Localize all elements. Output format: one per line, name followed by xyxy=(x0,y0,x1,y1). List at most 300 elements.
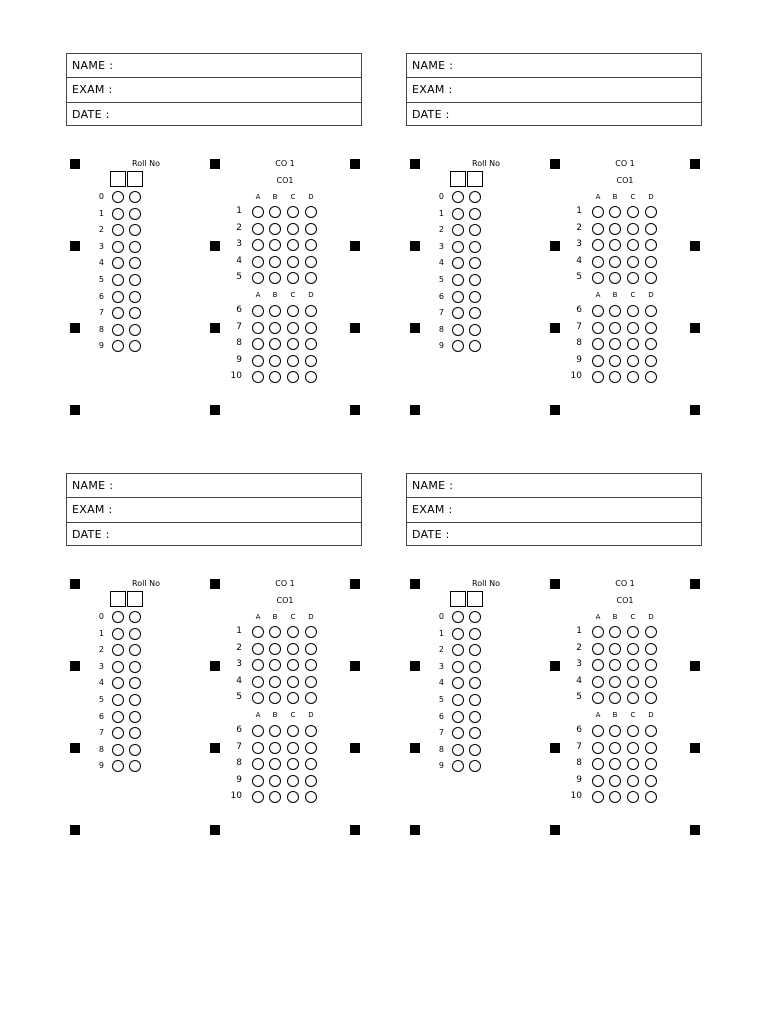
roll-bubble[interactable] xyxy=(112,208,124,220)
roll-row-number: 0 xyxy=(98,192,104,201)
roll-digit-box[interactable] xyxy=(450,591,466,607)
roll-bubble[interactable] xyxy=(469,324,481,336)
answer-bubble[interactable] xyxy=(287,775,299,787)
roll-row-number: 9 xyxy=(98,341,104,351)
answer-bubble[interactable] xyxy=(287,256,299,268)
registration-mark xyxy=(690,241,700,251)
answer-bubble[interactable] xyxy=(609,775,621,787)
roll-bubble[interactable] xyxy=(112,677,124,689)
answer-bubble[interactable] xyxy=(592,206,604,218)
roll-bubble[interactable] xyxy=(469,677,481,689)
answer-bubble[interactable] xyxy=(609,338,621,350)
answer-bubble[interactable] xyxy=(252,355,264,367)
roll-bubble[interactable] xyxy=(112,324,124,336)
answer-bubble[interactable] xyxy=(305,692,317,704)
answer-bubble[interactable] xyxy=(287,692,299,704)
answer-bubble[interactable] xyxy=(645,371,657,383)
name-field[interactable]: NAME : xyxy=(67,474,361,498)
answer-bubble[interactable] xyxy=(609,371,621,383)
answer-bubble[interactable] xyxy=(645,775,657,787)
answer-bubble[interactable] xyxy=(252,256,264,268)
answer-bubble[interactable] xyxy=(592,272,604,284)
exam-field[interactable]: EXAM : xyxy=(67,78,361,102)
roll-bubble[interactable] xyxy=(129,241,141,253)
answer-bubble[interactable] xyxy=(592,371,604,383)
date-field[interactable]: DATE : xyxy=(72,107,110,121)
answer-bubble[interactable] xyxy=(627,659,639,671)
answer-bubble[interactable] xyxy=(609,272,621,284)
option-letter: C xyxy=(290,291,296,299)
answer-bubble[interactable] xyxy=(645,676,657,688)
answer-bubble[interactable] xyxy=(287,206,299,218)
answer-bubble[interactable] xyxy=(592,758,604,770)
roll-bubble[interactable] xyxy=(452,760,464,772)
roll-bubble[interactable] xyxy=(129,727,141,739)
answer-bubble[interactable] xyxy=(269,256,281,268)
date-field[interactable]: DATE : xyxy=(412,527,450,541)
registration-mark xyxy=(690,743,700,753)
roll-bubble[interactable] xyxy=(129,324,141,336)
answer-bubble[interactable] xyxy=(287,676,299,688)
roll-bubble[interactable] xyxy=(129,274,141,286)
answer-bubble[interactable] xyxy=(305,791,317,803)
roll-bubble[interactable] xyxy=(129,744,141,756)
answer-bubble[interactable] xyxy=(592,239,604,251)
answer-bubble[interactable] xyxy=(287,659,299,671)
answer-bubble[interactable] xyxy=(269,692,281,704)
answer-bubble[interactable] xyxy=(592,338,604,350)
answer-bubble[interactable] xyxy=(609,742,621,754)
answer-bubble[interactable] xyxy=(269,355,281,367)
answer-bubble[interactable] xyxy=(592,223,604,235)
answer-bubble[interactable] xyxy=(269,338,281,350)
roll-bubble[interactable] xyxy=(129,224,141,236)
answer-bubble[interactable] xyxy=(269,272,281,284)
answer-bubble[interactable] xyxy=(287,322,299,334)
roll-bubble[interactable] xyxy=(469,241,481,253)
answer-bubble[interactable] xyxy=(609,791,621,803)
question-number: 1 xyxy=(236,206,242,216)
answer-bubble[interactable] xyxy=(627,223,639,235)
roll-bubble[interactable] xyxy=(452,324,464,336)
answer-bubble[interactable] xyxy=(305,355,317,367)
option-letter: C xyxy=(290,193,296,201)
exam-field[interactable]: EXAM : xyxy=(67,498,361,522)
roll-bubble[interactable] xyxy=(469,711,481,723)
answer-bubble[interactable] xyxy=(252,322,264,334)
answer-bubble[interactable] xyxy=(305,256,317,268)
roll-bubble[interactable] xyxy=(452,727,464,739)
roll-bubble[interactable] xyxy=(452,274,464,286)
roll-row-number: 3 xyxy=(438,241,444,251)
roll-bubble[interactable] xyxy=(129,644,141,656)
answer-bubble[interactable] xyxy=(305,742,317,754)
answer-bubble[interactable] xyxy=(252,742,264,754)
answer-bubble[interactable] xyxy=(627,239,639,251)
answer-bubble[interactable] xyxy=(592,256,604,268)
answer-bubble[interactable] xyxy=(252,338,264,350)
roll-bubble[interactable] xyxy=(452,191,464,203)
roll-bubble[interactable] xyxy=(452,711,464,723)
roll-bubble[interactable] xyxy=(112,611,124,623)
answer-bubble[interactable] xyxy=(609,725,621,737)
answer-bubble[interactable] xyxy=(592,322,604,334)
answer-bubble[interactable] xyxy=(627,272,639,284)
answer-bubble[interactable] xyxy=(305,272,317,284)
answer-bubble[interactable] xyxy=(252,371,264,383)
roll-bubble[interactable] xyxy=(129,694,141,706)
answer-bubble[interactable] xyxy=(609,256,621,268)
answer-bubble[interactable] xyxy=(645,239,657,251)
roll-row-number: 9 xyxy=(438,341,444,351)
roll-bubble[interactable] xyxy=(129,760,141,772)
answer-bubble[interactable] xyxy=(252,643,264,655)
roll-bubble[interactable] xyxy=(469,340,481,352)
roll-row-number: 5 xyxy=(98,695,104,704)
answer-bubble[interactable] xyxy=(287,272,299,284)
roll-bubble[interactable] xyxy=(129,191,141,203)
registration-mark xyxy=(350,825,360,835)
roll-bubble[interactable] xyxy=(452,307,464,319)
registration-mark xyxy=(70,405,80,415)
answer-bubble[interactable] xyxy=(287,223,299,235)
answer-bubble[interactable] xyxy=(609,322,621,334)
roll-row-number: 1 xyxy=(98,208,104,218)
roll-bubble[interactable] xyxy=(452,224,464,236)
roll-row-number: 3 xyxy=(98,241,104,251)
roll-bubble[interactable] xyxy=(469,694,481,706)
answer-bubble[interactable] xyxy=(252,239,264,251)
answer-bubble[interactable] xyxy=(609,355,621,367)
answer-bubble[interactable] xyxy=(645,305,657,317)
answer-bubble[interactable] xyxy=(627,338,639,350)
registration-mark xyxy=(550,159,560,169)
roll-digit-box[interactable] xyxy=(110,171,126,187)
roll-bubble[interactable] xyxy=(129,257,141,269)
answer-bubble[interactable] xyxy=(592,626,604,638)
roll-bubble[interactable] xyxy=(129,208,141,220)
option-letter: B xyxy=(612,711,618,719)
answer-bubble[interactable] xyxy=(627,775,639,787)
roll-bubble[interactable] xyxy=(112,694,124,706)
roll-bubble[interactable] xyxy=(452,208,464,220)
answer-bubble[interactable] xyxy=(645,322,657,334)
answer-bubble[interactable] xyxy=(609,758,621,770)
answer-bubble[interactable] xyxy=(287,725,299,737)
answer-bubble[interactable] xyxy=(269,758,281,770)
roll-bubble[interactable] xyxy=(469,611,481,623)
answer-bubble[interactable] xyxy=(252,206,264,218)
roll-bubble[interactable] xyxy=(452,628,464,640)
answer-bubble[interactable] xyxy=(252,659,264,671)
answer-bubble[interactable] xyxy=(252,692,264,704)
answer-bubble[interactable] xyxy=(592,725,604,737)
roll-bubble[interactable] xyxy=(112,644,124,656)
roll-bubble[interactable] xyxy=(452,744,464,756)
option-letter: B xyxy=(272,291,278,299)
question-number: 8 xyxy=(576,338,582,349)
roll-bubble[interactable] xyxy=(112,711,124,723)
answer-bubble[interactable] xyxy=(592,355,604,367)
answer-bubble[interactable] xyxy=(252,626,264,638)
roll-bubble[interactable] xyxy=(469,208,481,220)
answer-bubble[interactable] xyxy=(627,355,639,367)
answer-bubble[interactable] xyxy=(627,371,639,383)
answer-bubble[interactable] xyxy=(287,338,299,350)
roll-bubble[interactable] xyxy=(452,661,464,673)
answer-bubble[interactable] xyxy=(305,626,317,638)
answer-bubble[interactable] xyxy=(305,223,317,235)
roll-bubble[interactable] xyxy=(112,241,124,253)
roll-bubble[interactable] xyxy=(469,661,481,673)
registration-mark xyxy=(350,159,360,169)
roll-bubble[interactable] xyxy=(112,661,124,673)
roll-bubble[interactable] xyxy=(469,257,481,269)
answer-bubble[interactable] xyxy=(252,676,264,688)
answer-bubble[interactable] xyxy=(609,305,621,317)
roll-bubble[interactable] xyxy=(469,307,481,319)
date-field[interactable]: DATE : xyxy=(412,107,450,121)
answer-bubble[interactable] xyxy=(287,742,299,754)
roll-bubble[interactable] xyxy=(469,274,481,286)
answer-bubble[interactable] xyxy=(305,305,317,317)
roll-bubble[interactable] xyxy=(112,191,124,203)
exam-field[interactable]: EXAM : xyxy=(407,498,701,522)
roll-row-number: 5 xyxy=(98,275,104,284)
question-number: 7 xyxy=(576,741,582,752)
roll-bubble[interactable] xyxy=(129,677,141,689)
answer-bubble[interactable] xyxy=(305,775,317,787)
answer-bubble[interactable] xyxy=(592,676,604,688)
answer-bubble[interactable] xyxy=(645,626,657,638)
answer-bubble[interactable] xyxy=(627,256,639,268)
answer-bubble[interactable] xyxy=(592,692,604,704)
roll-bubble[interactable] xyxy=(112,224,124,236)
answer-bubble[interactable] xyxy=(269,626,281,638)
roll-bubble[interactable] xyxy=(452,611,464,623)
answer-bubble[interactable] xyxy=(252,791,264,803)
answer-bubble[interactable] xyxy=(305,371,317,383)
answer-bubble[interactable] xyxy=(627,643,639,655)
answer-bubble[interactable] xyxy=(269,643,281,655)
answer-bubble[interactable] xyxy=(287,239,299,251)
answer-bubble[interactable] xyxy=(645,725,657,737)
question-number: 10 xyxy=(570,791,582,802)
roll-bubble[interactable] xyxy=(112,727,124,739)
answer-bubble[interactable] xyxy=(592,305,604,317)
answer-bubble[interactable] xyxy=(252,725,264,737)
answer-bubble[interactable] xyxy=(645,791,657,803)
roll-bubble[interactable] xyxy=(452,257,464,269)
date-field[interactable]: DATE : xyxy=(72,527,110,541)
answer-bubble[interactable] xyxy=(609,626,621,638)
answer-bubble[interactable] xyxy=(287,355,299,367)
answer-bubble[interactable] xyxy=(269,725,281,737)
roll-bubble[interactable] xyxy=(129,628,141,640)
answer-bubble[interactable] xyxy=(627,791,639,803)
answer-bubble[interactable] xyxy=(305,206,317,218)
roll-bubble[interactable] xyxy=(112,291,124,303)
roll-digit-box[interactable] xyxy=(127,591,143,607)
name-field[interactable]: NAME : xyxy=(407,54,701,78)
answer-bubble[interactable] xyxy=(287,626,299,638)
name-field[interactable]: NAME : xyxy=(407,474,701,498)
roll-bubble[interactable] xyxy=(469,644,481,656)
answer-bubble[interactable] xyxy=(645,338,657,350)
roll-bubble[interactable] xyxy=(112,307,124,319)
answer-bubble[interactable] xyxy=(627,725,639,737)
answer-bubble[interactable] xyxy=(645,758,657,770)
exam-field[interactable]: EXAM : xyxy=(407,78,701,102)
answer-bubble[interactable] xyxy=(592,742,604,754)
roll-bubble[interactable] xyxy=(112,274,124,286)
answer-bubble[interactable] xyxy=(645,223,657,235)
answer-bubble[interactable] xyxy=(305,758,317,770)
answer-bubble[interactable] xyxy=(627,322,639,334)
option-letter: B xyxy=(272,613,278,621)
option-letter: B xyxy=(272,193,278,201)
answer-bubble[interactable] xyxy=(269,239,281,251)
answer-bubble[interactable] xyxy=(609,206,621,218)
answer-bubble[interactable] xyxy=(609,239,621,251)
roll-bubble[interactable] xyxy=(112,340,124,352)
roll-bubble[interactable] xyxy=(112,760,124,772)
answer-bubble[interactable] xyxy=(305,322,317,334)
answer-bubble[interactable] xyxy=(305,725,317,737)
answer-bubble[interactable] xyxy=(645,272,657,284)
option-letter: C xyxy=(290,711,296,719)
roll-bubble[interactable] xyxy=(129,711,141,723)
roll-bubble[interactable] xyxy=(469,727,481,739)
roll-row-number: 8 xyxy=(98,324,104,334)
roll-bubble[interactable] xyxy=(452,340,464,352)
answer-bubble[interactable] xyxy=(627,206,639,218)
answer-bubble[interactable] xyxy=(287,371,299,383)
roll-row-number: 6 xyxy=(438,291,444,301)
option-letter: C xyxy=(290,613,296,621)
roll-bubble[interactable] xyxy=(452,291,464,303)
answer-bubble[interactable] xyxy=(592,791,604,803)
answer-bubble[interactable] xyxy=(592,659,604,671)
answer-bubble[interactable] xyxy=(609,692,621,704)
section-subtitle: CO1 xyxy=(276,176,294,185)
roll-bubble[interactable] xyxy=(469,291,481,303)
roll-digit-box[interactable] xyxy=(127,171,143,187)
answer-bubble[interactable] xyxy=(609,643,621,655)
roll-bubble[interactable] xyxy=(452,677,464,689)
answer-bubble[interactable] xyxy=(592,775,604,787)
answer-bubble[interactable] xyxy=(287,643,299,655)
answer-bubble[interactable] xyxy=(645,692,657,704)
answer-bubble[interactable] xyxy=(609,676,621,688)
answer-bubble[interactable] xyxy=(305,239,317,251)
roll-bubble[interactable] xyxy=(129,340,141,352)
roll-bubble[interactable] xyxy=(469,628,481,640)
roll-digit-box[interactable] xyxy=(450,171,466,187)
answer-bubble[interactable] xyxy=(627,692,639,704)
answer-bubble[interactable] xyxy=(645,742,657,754)
answer-bubble[interactable] xyxy=(305,643,317,655)
roll-bubble[interactable] xyxy=(469,191,481,203)
answer-bubble[interactable] xyxy=(269,322,281,334)
question-number: 5 xyxy=(576,272,582,283)
answer-bubble[interactable] xyxy=(305,338,317,350)
roll-bubble[interactable] xyxy=(129,307,141,319)
roll-bubble[interactable] xyxy=(112,628,124,640)
registration-mark xyxy=(350,579,360,589)
answer-bubble[interactable] xyxy=(269,371,281,383)
answer-bubble[interactable] xyxy=(269,659,281,671)
answer-bubble[interactable] xyxy=(287,305,299,317)
answer-bubble[interactable] xyxy=(305,659,317,671)
answer-bubble[interactable] xyxy=(269,676,281,688)
registration-mark xyxy=(350,743,360,753)
answer-bubble[interactable] xyxy=(269,206,281,218)
answer-bubble[interactable] xyxy=(269,775,281,787)
roll-digit-box[interactable] xyxy=(467,591,483,607)
answer-bubble[interactable] xyxy=(305,676,317,688)
answer-bubble[interactable] xyxy=(627,305,639,317)
roll-bubble[interactable] xyxy=(112,744,124,756)
registration-mark xyxy=(410,405,420,415)
roll-bubble[interactable] xyxy=(469,224,481,236)
option-letter: A xyxy=(255,613,261,621)
answer-bubble[interactable] xyxy=(252,272,264,284)
roll-row-number: 9 xyxy=(98,761,104,771)
answer-bubble[interactable] xyxy=(627,676,639,688)
section-title: CO 1 xyxy=(275,159,295,168)
roll-bubble[interactable] xyxy=(452,241,464,253)
roll-bubble[interactable] xyxy=(469,744,481,756)
roll-bubble[interactable] xyxy=(129,661,141,673)
answer-bubble[interactable] xyxy=(269,742,281,754)
registration-mark xyxy=(550,241,560,251)
answer-bubble[interactable] xyxy=(609,659,621,671)
roll-bubble[interactable] xyxy=(452,694,464,706)
answer-bubble[interactable] xyxy=(252,305,264,317)
answer-bubble[interactable] xyxy=(252,758,264,770)
roll-bubble[interactable] xyxy=(112,257,124,269)
roll-digit-box[interactable] xyxy=(110,591,126,607)
answer-bubble[interactable] xyxy=(645,643,657,655)
roll-digit-box[interactable] xyxy=(467,171,483,187)
omr-sheet xyxy=(406,473,746,843)
student-info-box xyxy=(66,53,362,126)
answer-bubble[interactable] xyxy=(287,791,299,803)
answer-bubble[interactable] xyxy=(627,742,639,754)
answer-bubble[interactable] xyxy=(645,355,657,367)
name-field[interactable]: NAME : xyxy=(67,54,361,78)
answer-bubble[interactable] xyxy=(287,758,299,770)
answer-bubble[interactable] xyxy=(627,758,639,770)
answer-bubble[interactable] xyxy=(627,626,639,638)
answer-bubble[interactable] xyxy=(269,223,281,235)
roll-bubble[interactable] xyxy=(129,291,141,303)
answer-bubble[interactable] xyxy=(252,775,264,787)
roll-bubble[interactable] xyxy=(129,611,141,623)
answer-bubble[interactable] xyxy=(269,305,281,317)
roll-bubble[interactable] xyxy=(469,760,481,772)
answer-bubble[interactable] xyxy=(645,256,657,268)
roll-bubble[interactable] xyxy=(452,644,464,656)
answer-bubble[interactable] xyxy=(609,223,621,235)
answer-bubble[interactable] xyxy=(645,206,657,218)
answer-bubble[interactable] xyxy=(592,643,604,655)
answer-bubble[interactable] xyxy=(645,659,657,671)
registration-mark xyxy=(70,241,80,251)
answer-bubble[interactable] xyxy=(269,791,281,803)
answer-bubble[interactable] xyxy=(252,223,264,235)
